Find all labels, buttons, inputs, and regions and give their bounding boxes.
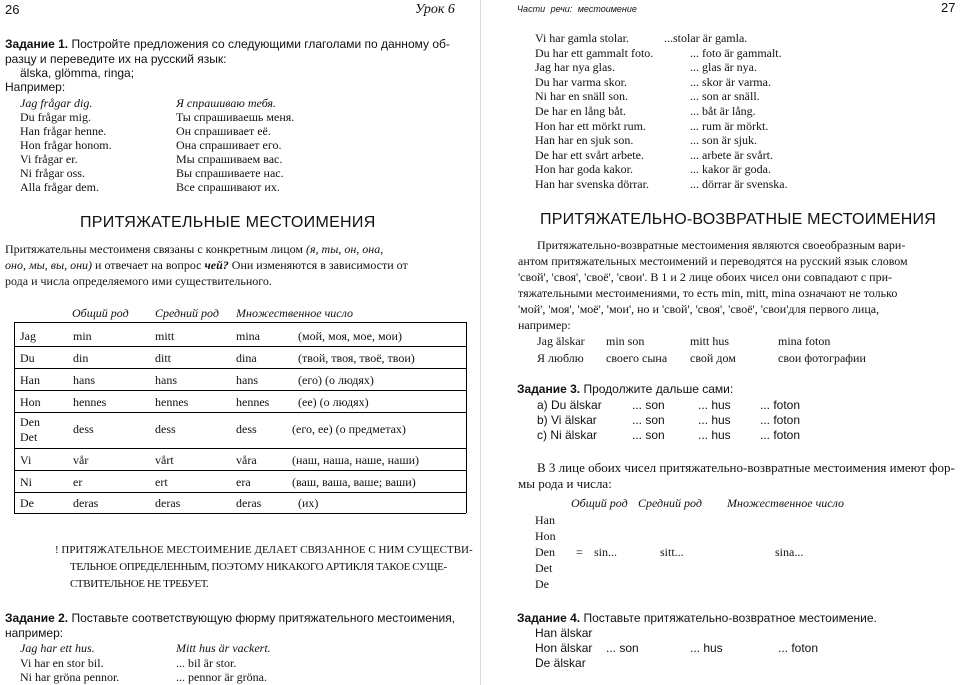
page-number-left: 26 <box>5 2 20 17</box>
possessive-para-italic: оно, мы, вы, они) <box>5 258 93 272</box>
example-ru: Он спрашивает её. <box>176 124 271 138</box>
possessive-para-italic: (я, ты, он, она, <box>305 242 384 256</box>
table-header: Множественное число <box>236 306 354 320</box>
task-3-blank: ... foton <box>760 413 801 427</box>
table-border <box>14 368 466 369</box>
third-person-form: sina... <box>775 545 804 559</box>
task-2-sentence: Jag har ett hus. <box>20 641 95 655</box>
task-4-item: De älskar <box>535 656 586 670</box>
exercise-answer: ...stolar är gamla. <box>664 31 748 45</box>
reflexive-example-sv: mitt hus <box>690 334 730 348</box>
table-cell-common: deras <box>73 496 99 510</box>
exercise-sentence: Du har ett gammalt foto. <box>535 46 654 60</box>
table-cell-person: Vi <box>20 453 32 467</box>
third-person-header: Множественное число <box>727 496 845 510</box>
third-person-header: Общий род <box>571 496 628 510</box>
task-4-blank: ... foton <box>778 641 819 655</box>
task-3-blank: ... foton <box>760 428 801 442</box>
table-cell-neuter: hennes <box>155 395 189 409</box>
table-cell-plural: hans <box>236 373 258 387</box>
task-3-item: c) Ni älskar <box>537 428 598 442</box>
third-person-pronoun: Hon <box>535 529 556 543</box>
table-cell-translation: (наш, наша, наше, наши) <box>292 453 420 467</box>
table-cell-plural: era <box>236 475 251 489</box>
table-cell-translation: (их) <box>298 496 319 510</box>
task-1-text-line1: Постройте предложения со следующими глаголами по данному об- <box>71 37 450 51</box>
possessive-para-text: рода и числа определяемого ими существительного. <box>5 274 272 288</box>
possessive-para-text: и отвечает на вопрос <box>95 258 202 272</box>
table-header: Общий род <box>72 306 129 320</box>
task-3-blank: ... hus <box>698 428 731 442</box>
reflexive-example-sv: min son <box>606 334 645 348</box>
task-4-blank: ... son <box>606 641 639 655</box>
exercise-sentence: Vi har gamla stolar. <box>535 31 629 45</box>
third-person-form: sin... <box>594 545 618 559</box>
example-ru: Она спрашивает его. <box>176 138 282 152</box>
table-cell-common: hennes <box>73 395 107 409</box>
reflexive-example-sv: Jag älskar <box>537 334 585 348</box>
table-cell-common: din <box>73 351 89 365</box>
table-cell-common: dess <box>73 422 94 436</box>
exercise-answer: ... foto är gammalt. <box>690 46 782 60</box>
third-person-form: sitt... <box>660 545 684 559</box>
table-cell-common: min <box>73 329 92 343</box>
example-sv: Du frågar mig. <box>20 110 91 124</box>
note-line: ! ПРИТЯЖАТЕЛЬНОЕ МЕСТОИМЕНИЕ ДЕЛАЕТ СВЯЗАННОЕ С НИМ СУЩЕСТВИ- <box>55 544 473 556</box>
table-border <box>14 412 466 413</box>
possessive-para-question: чей? <box>204 258 229 272</box>
table-border <box>14 390 466 391</box>
task-4-blank: ... hus <box>690 641 723 655</box>
reflexive-example-ru: свои фотографии <box>778 351 866 365</box>
task-3-blank: ... foton <box>760 398 801 412</box>
third-person-pronoun: Den <box>535 545 555 559</box>
table-cell-neuter: vårt <box>155 453 174 467</box>
lesson-header: Урок 6 <box>415 2 455 17</box>
exercise-sentence: De har en lång båt. <box>535 104 626 118</box>
exercise-answer: ... kakor är goda. <box>690 162 771 176</box>
third-person-pronoun: Det <box>535 561 553 575</box>
example-sv: Han frågar henne. <box>20 124 107 138</box>
exercise-sentence: Hon har goda kakor. <box>535 162 633 176</box>
exercise-answer: ... båt är lång. <box>690 104 756 118</box>
table-cell-common: er <box>73 475 83 489</box>
task-4-item: Han älskar <box>535 626 593 640</box>
table-cell-person: Den <box>20 415 40 429</box>
section-header: Части речи: местоимение <box>517 4 637 14</box>
table-border <box>14 492 466 493</box>
task-3-blank: ... hus <box>698 398 731 412</box>
exercise-sentence: Ni har en snäll son. <box>535 89 628 103</box>
exercise-sentence: Hon har ett mörkt rum. <box>535 119 646 133</box>
table-cell-common: vår <box>73 453 89 467</box>
table-border <box>14 346 466 347</box>
task-2-answer: ... bil är stor. <box>176 656 237 670</box>
task-1-verbs: älska, glömma, ringa; <box>20 66 135 80</box>
table-border <box>14 322 15 513</box>
exercise-sentence: Du har varma skor. <box>535 75 627 89</box>
table-cell-plural: mina <box>236 329 260 343</box>
table-cell-common: hans <box>73 373 95 387</box>
task-1-text-line2: разцу и переведите их на русский язык: <box>5 52 227 66</box>
task-1-example-label: Например: <box>5 80 66 94</box>
page-spread-divider <box>480 0 481 685</box>
task-2-answer: ... pennor är gröna. <box>176 670 267 684</box>
table-border <box>14 513 466 514</box>
reflexive-para-line: 'мой', 'моя', 'моё', 'мои', но и 'свой', 'своя', 'своё', 'свои'для первого лица, <box>518 302 880 316</box>
task-3-blank: ... son <box>632 398 665 412</box>
table-cell-neuter: dess <box>155 422 176 436</box>
table-border <box>14 448 466 449</box>
example-sv: Jag frågar dig. <box>20 96 93 110</box>
exercise-answer: ... son ar snäll. <box>690 89 760 103</box>
task-3-blank: ... son <box>632 413 665 427</box>
table-cell-plural: hennes <box>236 395 270 409</box>
table-cell-plural: deras <box>236 496 262 510</box>
reflexive-example-ru: Я люблю <box>537 351 584 365</box>
task-3-item: a) Du älskar <box>537 398 602 412</box>
task-3-title: Задание 3. <box>517 382 581 396</box>
table-cell-person: Hon <box>20 395 41 409</box>
table-cell-translation: (его) (о людях) <box>298 373 374 387</box>
table-cell-person: Du <box>20 351 35 365</box>
task-2-text: Поставьте соответствующую фюрму притяжательного местоимения, <box>71 611 456 625</box>
task-2-example-label: например: <box>5 626 64 640</box>
table-cell-person: Det <box>20 430 38 444</box>
table-cell-person: Jag <box>20 329 36 343</box>
example-sv: Vi frågar er. <box>20 152 78 166</box>
third-person-pronoun: Han <box>535 513 555 527</box>
table-cell-person: De <box>20 496 34 510</box>
table-cell-neuter: hans <box>155 373 177 387</box>
exercise-answer: ... dörrar är svenska. <box>690 177 788 191</box>
example-ru: Все спрашивают их. <box>176 180 280 194</box>
third-person-line: мы рода и числа: <box>518 476 612 491</box>
reflexive-heading: ПРИТЯЖАТЕЛЬНО-ВОЗВРАТНЫЕ МЕСТОИМЕНИЯ <box>540 211 937 228</box>
table-cell-translation: (твой, твоя, твоё, твои) <box>298 351 415 365</box>
possessive-heading: ПРИТЯЖАТЕЛЬНЫЕ МЕСТОИМЕНИЯ <box>80 214 376 231</box>
reflexive-example-ru: свой дом <box>690 351 736 365</box>
exercise-answer: ... arbete är svårt. <box>690 148 773 162</box>
table-header: Средний род <box>155 306 219 320</box>
reflexive-para-line: тяжательными местоимениями, то есть min, mitt, mina означают не только <box>518 286 898 300</box>
task-3-text: Продолжите дальше сами: <box>583 382 734 396</box>
task-4-item: Hon älskar <box>535 641 593 655</box>
example-sv: Hon frågar honom. <box>20 138 112 152</box>
table-border <box>466 322 467 513</box>
task-2-sentence: Vi har en stor bil. <box>20 656 104 670</box>
task-2-title: Задание 2. <box>5 611 69 625</box>
table-cell-plural: våra <box>236 453 257 467</box>
table-cell-neuter: ert <box>155 475 168 489</box>
page-number-right: 27 <box>941 0 956 15</box>
task-3-blank: ... son <box>632 428 665 442</box>
note-line: СТВИТЕЛЬНОЕ НЕ ТРЕБУЕТ. <box>70 578 209 590</box>
reflexive-para-line: 'свой', 'своя', 'своё', 'свои'. В 1 и 2 лице обоих чисел они совпадают с при- <box>518 270 892 284</box>
example-ru: Ты спрашиваешь меня. <box>176 110 295 124</box>
table-border <box>14 322 466 323</box>
exercise-sentence: Han har en sjuk son. <box>535 133 634 147</box>
exercise-sentence: Jag har nya glas. <box>535 60 615 74</box>
third-person-pronoun: De <box>535 577 549 591</box>
exercise-sentence: De har ett svårt arbete. <box>535 148 644 162</box>
exercise-sentence: Han har svenska dörrar. <box>535 177 649 191</box>
reflexive-para-line: например: <box>518 318 571 332</box>
task-3-item: b) Vi älskar <box>537 413 597 427</box>
third-person-header: Средний род <box>638 496 702 510</box>
task-2-answer: Mitt hus är vackert. <box>176 641 271 655</box>
table-cell-neuter: mitt <box>155 329 175 343</box>
task-2-sentence: Ni har gröna pennor. <box>20 670 120 684</box>
reflexive-example-ru: своего сына <box>606 351 668 365</box>
table-cell-translation: (его, ее) (о предметах) <box>292 422 406 436</box>
example-sv: Alla frågar dem. <box>20 180 99 194</box>
example-ru: Мы спрашиваем вас. <box>176 152 283 166</box>
table-cell-plural: dina <box>236 351 257 365</box>
table-cell-neuter: ditt <box>155 351 172 365</box>
third-person-line: В 3 лице обоих чисел притяжательно-возвратные местоимения имеют фор- <box>537 460 955 475</box>
task-3-blank: ... hus <box>698 413 731 427</box>
exercise-answer: ... rum är mörkt. <box>690 119 769 133</box>
example-ru: Вы спрашиваете нас. <box>176 166 284 180</box>
task-4-title: Задание 4. <box>517 611 581 625</box>
table-cell-person: Han <box>20 373 40 387</box>
exercise-answer: ... son är sjuk. <box>690 133 757 147</box>
reflexive-example-sv: mina foton <box>778 334 831 348</box>
exercise-answer: ... skor är varma. <box>690 75 771 89</box>
table-cell-plural: dess <box>236 422 257 436</box>
table-cell-translation: (ее) (о людях) <box>298 395 369 409</box>
table-cell-neuter: deras <box>155 496 181 510</box>
task-1-title: Задание 1. <box>5 37 69 51</box>
exercise-answer: ... glas är nya. <box>690 60 757 74</box>
note-line: ТЕЛЬНОЕ ОПРЕДЕЛЕННЫМ, ПОЭТОМУ НИКАКОГО АРТИКЛЯ ТАКОЕ СУЩЕ- <box>70 561 447 573</box>
possessive-para-text: Притяжательны местоименя связаны с конкретным лицом <box>5 242 303 256</box>
example-ru: Я спрашиваю тебя. <box>176 96 277 110</box>
table-cell-translation: (мой, моя, мое, мои) <box>298 329 402 343</box>
table-border <box>14 470 466 471</box>
third-person-form: = <box>576 545 583 559</box>
task-4-text: Поставьте притяжательно-возвратное местоимение. <box>583 611 877 625</box>
reflexive-para-line: антом притяжательных местоимений и переводятся на русский язык словом <box>518 254 908 268</box>
table-cell-person: Ni <box>20 475 32 489</box>
reflexive-para-line: Притяжательно-возвратные местоимения являются своеобразным вари- <box>537 238 906 252</box>
table-cell-translation: (ваш, ваша, ваше; ваши) <box>292 475 416 489</box>
example-sv: Ni frågar oss. <box>20 166 85 180</box>
possessive-para-text: Они изменяются в зависимости от <box>231 258 408 272</box>
